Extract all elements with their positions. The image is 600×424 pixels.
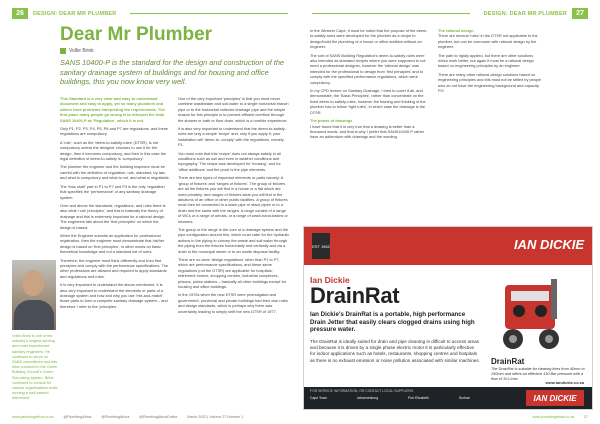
footer-social-facebook[interactable]: @PlumbingAfrica bbox=[63, 415, 92, 419]
paragraph: There are two types of important elements or parts namely: A 'group of fixtures' and 'ranges of fixtures'. The group of fixtures are all the fixtures you will find in a house or a flat which are used privately, and ranges of fixtures what you will find in the ablutions of an office or other public facilities. A group of fixtures must then be connected to a stack pipe or stack pipes or to a drain and the same with the ranges. A range consist of a range of WCs or a range of urinals, or a range of wash-hand-basins or showers. bbox=[178, 175, 288, 224]
subheading: The rational design bbox=[438, 28, 474, 33]
office-cape-town: Cape Town bbox=[310, 396, 327, 400]
ad-offices bbox=[310, 396, 470, 400]
article-title: Dear Mr Plumber bbox=[60, 24, 213, 45]
text-column-3 bbox=[310, 28, 430, 222]
paragraph: It is very important to understand the above-mentioned. It is also very important to understand the elements or parts of a drainage system and how and why you use 'mix-and-match' those parts to form a complete sanitary drainage system – and therefore I refer to the 'principles'. bbox=[60, 282, 168, 309]
paragraph: Over and above the standards, regulations, and rules there is also what I call 'principles', and this is basically the theory of drainage and this is extremely important for a rational design. The engineers talk about the 'first principles' on which the design is based. bbox=[60, 202, 166, 230]
paragraph: You must note that this 'recipe' does not always satisfy in all conditions such as soil and even in weather conditions and topography. The recipe was developed for 'housing', and for 'office additions' and the proof is the pipe elements. bbox=[178, 150, 281, 172]
page-number: 27 bbox=[572, 8, 588, 19]
header-rule bbox=[312, 13, 470, 14]
right-page-footer bbox=[532, 415, 588, 419]
text-column-4 bbox=[438, 28, 544, 168]
section-title: DESIGN: DEAR MR PLUMBER bbox=[483, 10, 567, 17]
ad-header-band bbox=[304, 227, 592, 265]
text-column-1 bbox=[60, 96, 170, 408]
footer-social-twitter[interactable]: @PlumbingAfrica bbox=[101, 415, 130, 419]
ad-bottom-logo: IAN DICKIE bbox=[526, 390, 584, 406]
footer-issue: March 2022 | Volume 27 Number 1 bbox=[187, 415, 244, 419]
author-photo bbox=[12, 260, 56, 330]
footer-site[interactable]: www.plumbingafrica.co.za bbox=[12, 415, 54, 419]
paragraph: There are many other rational design solutions based on engineering principles and this must not be stifled by people who do not have the engineering background and capacity. PO bbox=[438, 71, 542, 94]
paragraph: The path to rigidly applied, but there are other solutions which work better, but again it must be a rational design based on engineering principles by an engineer. bbox=[438, 52, 534, 69]
paragraph: A 'rule', such as the 'deem-to-satisfy-rules' (DTSR), is not compulsory unless the designer chooses to use it for the design, then it becomes compulsory, and then in this case the legal definition of deem-to-satisfy is 'compulsory'. bbox=[60, 139, 167, 162]
paragraph: Only P1, P2, P3, P4, P5, P6 and P7 are regulations, and these regulations are compulsory. bbox=[60, 126, 168, 137]
header-rule bbox=[130, 13, 288, 14]
est-badge: EST 1962 bbox=[312, 233, 330, 259]
paragraph: One of the very important 'principles' is that you must never combine wastewater and soil-water to a single horizontal branch pipe or to the horizontal collector drainage pipe and the simple reason for this principle is to prevent effluent overflow through the shower or bath or floor drain, which is a horrible experience. bbox=[178, 96, 289, 123]
section-title: DESIGN: DEAR MR PLUMBER bbox=[33, 10, 117, 17]
ad-product-text: The DrainRat is suitable for clearing lines from 40mm to 150mm and offers an effective 130 Bar pressure with a flow of 10 L/min. bbox=[491, 367, 585, 381]
drain-jetter-image bbox=[489, 277, 579, 355]
ad-website[interactable]: www.iandickie.co.za bbox=[545, 380, 584, 385]
paragraph: Therefore, the engineer must think differently and from first principles and comply with the performance specifications. The other professions are allowed and required to apply standards and regulations and rules. bbox=[60, 257, 169, 279]
standfirst: SANS 10400-P is the standard for the design and construction of the sanitary drainage system of buildings and for housing and office buildings, this you now know very well. bbox=[60, 58, 285, 87]
footer-social-online[interactable]: @PlumbingAfricaOnline bbox=[139, 415, 178, 419]
paragraph: In my CPD lecture on Sanitary Drainage, I tried to cover it all, and demonstrate, the 'Basic Principles', rather than concentrate on the fixed deem-to-satisfy-rules, however the training and thinking of the plumber has to follow 'right rules', in which case the drainage is the DTSR. bbox=[310, 88, 426, 115]
page-number: 26 bbox=[12, 8, 28, 19]
ad-brand: Ian Dickie bbox=[310, 275, 350, 285]
ad-product-name: DrainRat bbox=[310, 283, 400, 308]
paragraph: This Standard is a very clear and easy to understand document and easy to apply, yet so many plumbers and others have problems interpreting the requirements. The first place many people go wrong is to interpret the total SANS 10400-P as 'Regulation', which it is not. bbox=[60, 96, 165, 123]
paragraph: The plumber the engineer and the building inspector must be careful with the definition of regulation, rule, standard, by-law, and what is compulsory and what is not, and what is negotiable. bbox=[60, 164, 170, 181]
paragraph: It is also very important to understand that the deem-to-satisfy-rules are only a simple 'recipe' and, only if you apply it, your installation will 'deem-to- comply' with the regulations, namely P1. bbox=[178, 126, 286, 148]
paragraph: The 'thus shall' part in P1 to P7 and P3 is the only 'regulation' that specifies the 'performance' of any sanitary drainage system. bbox=[60, 183, 166, 200]
advertisement[interactable] bbox=[303, 226, 593, 410]
ad-tagline: Ian Dickie's DrainRat is a portable, high performance Drain Jetter that easily clears clogged drains using high pressure water. bbox=[310, 311, 475, 334]
paragraph: When the Engineer submits an application for professional registration, then the engineer must demonstrate that his/her design is based on 'first principles', in other words on basic theoretical knowledge and not a standard set of rules. bbox=[60, 232, 165, 255]
author-name: Vollie Brink bbox=[69, 48, 94, 54]
paragraph: I have found that it is very true that a drawing is better than a thousand words, and that is why I prefer that SANS10400-P rather have an addendum with drawings and the wording. bbox=[310, 123, 425, 140]
text-column-2 bbox=[178, 96, 290, 408]
byline bbox=[60, 48, 94, 54]
paragraph: In the Western Cape, it must be noted that the purpose of the deem-to-satisfy-rules were developed for the plumber as a recipe to design/build the plumbing of a house or office addition without an engineer. bbox=[310, 28, 428, 50]
page-header bbox=[479, 8, 588, 19]
ad-top-logo: IAN DICKIE bbox=[513, 237, 584, 252]
office-port-elizabeth: Port Elizabeth bbox=[407, 396, 430, 400]
footer-page-number: 27 bbox=[584, 415, 588, 419]
author-bio: Vollie Brink is one of the industry's longest-serving and most experienced sanitary engineers. He continues to serve on SABS committees and has been involved in the Green Building Council's Green Star rating system. Brink continues to consult for various organisations while running a well-earned retirement. bbox=[12, 334, 58, 401]
paragraph: The sort of SANS Building Regulation's deem-to-satisfy-rules were also intended as standard recipes where you were supposed to not need a professional designer, however the 'rational design' was intended for the professional to design from 'first principles' and to comply with the specified performance regulations, which were compulsory. bbox=[310, 52, 426, 85]
subheading: The power of drawings bbox=[310, 118, 353, 124]
ad-contact-caption: FOR SERVICE INFORMATION, OR CONTACT LOCAL SUPPLIERS bbox=[310, 389, 414, 393]
paragraph: In the 1970s when the new DTSR were promulgated and government, provincial and private buildings had their own rules and design standards, which is perhaps why there was uncertainty leading to simply shift the new DTSR of 1977. bbox=[178, 292, 288, 314]
ad-body-text: The DrainRat is ideally suited for drain and pipe cleaning in difficult to access areas and because it is driven by a single phase electric motor it is particularly effective for indoor applications such as hotels, restaurants, shopping centres and hospitals as there is no exhaust emission or noise pollution associated with similar machines. bbox=[310, 339, 480, 363]
page-header bbox=[12, 8, 121, 19]
ad-product-label: DrainRat bbox=[491, 357, 525, 366]
author-icon bbox=[60, 48, 66, 54]
page-footer bbox=[12, 415, 243, 419]
paragraph: There are several 'rules' in the DTSR not applicable to the plumber, but can be overcome with rational design by the engineer. bbox=[438, 33, 538, 50]
ad-contact-bar bbox=[304, 387, 592, 409]
paragraph: There are no clear 'design regulations' other than P1 to P7, which are performance specifications, and these same regulations (not the DTSR) are applicable for hospitals, retirement homes, shopping centres, industrial complexes, prisons, police stations – basically all other buildings except for housing and office buildings. bbox=[178, 256, 287, 289]
paragraph: The group or the range is the core of a drainage system and the pipe configuration around this, which must cater for the hydraulic actions in the piping to convey the waste and soil water through the piping from the fixtures horizontally and vertically and via a drain to the municipal sewer or to an onsite disposal facility. bbox=[178, 226, 290, 254]
office-johannesburg: Johannesburg bbox=[356, 396, 379, 400]
office-durban: Durban bbox=[458, 396, 470, 400]
footer-site[interactable]: www.plumbingafrica.co.za bbox=[532, 415, 574, 419]
